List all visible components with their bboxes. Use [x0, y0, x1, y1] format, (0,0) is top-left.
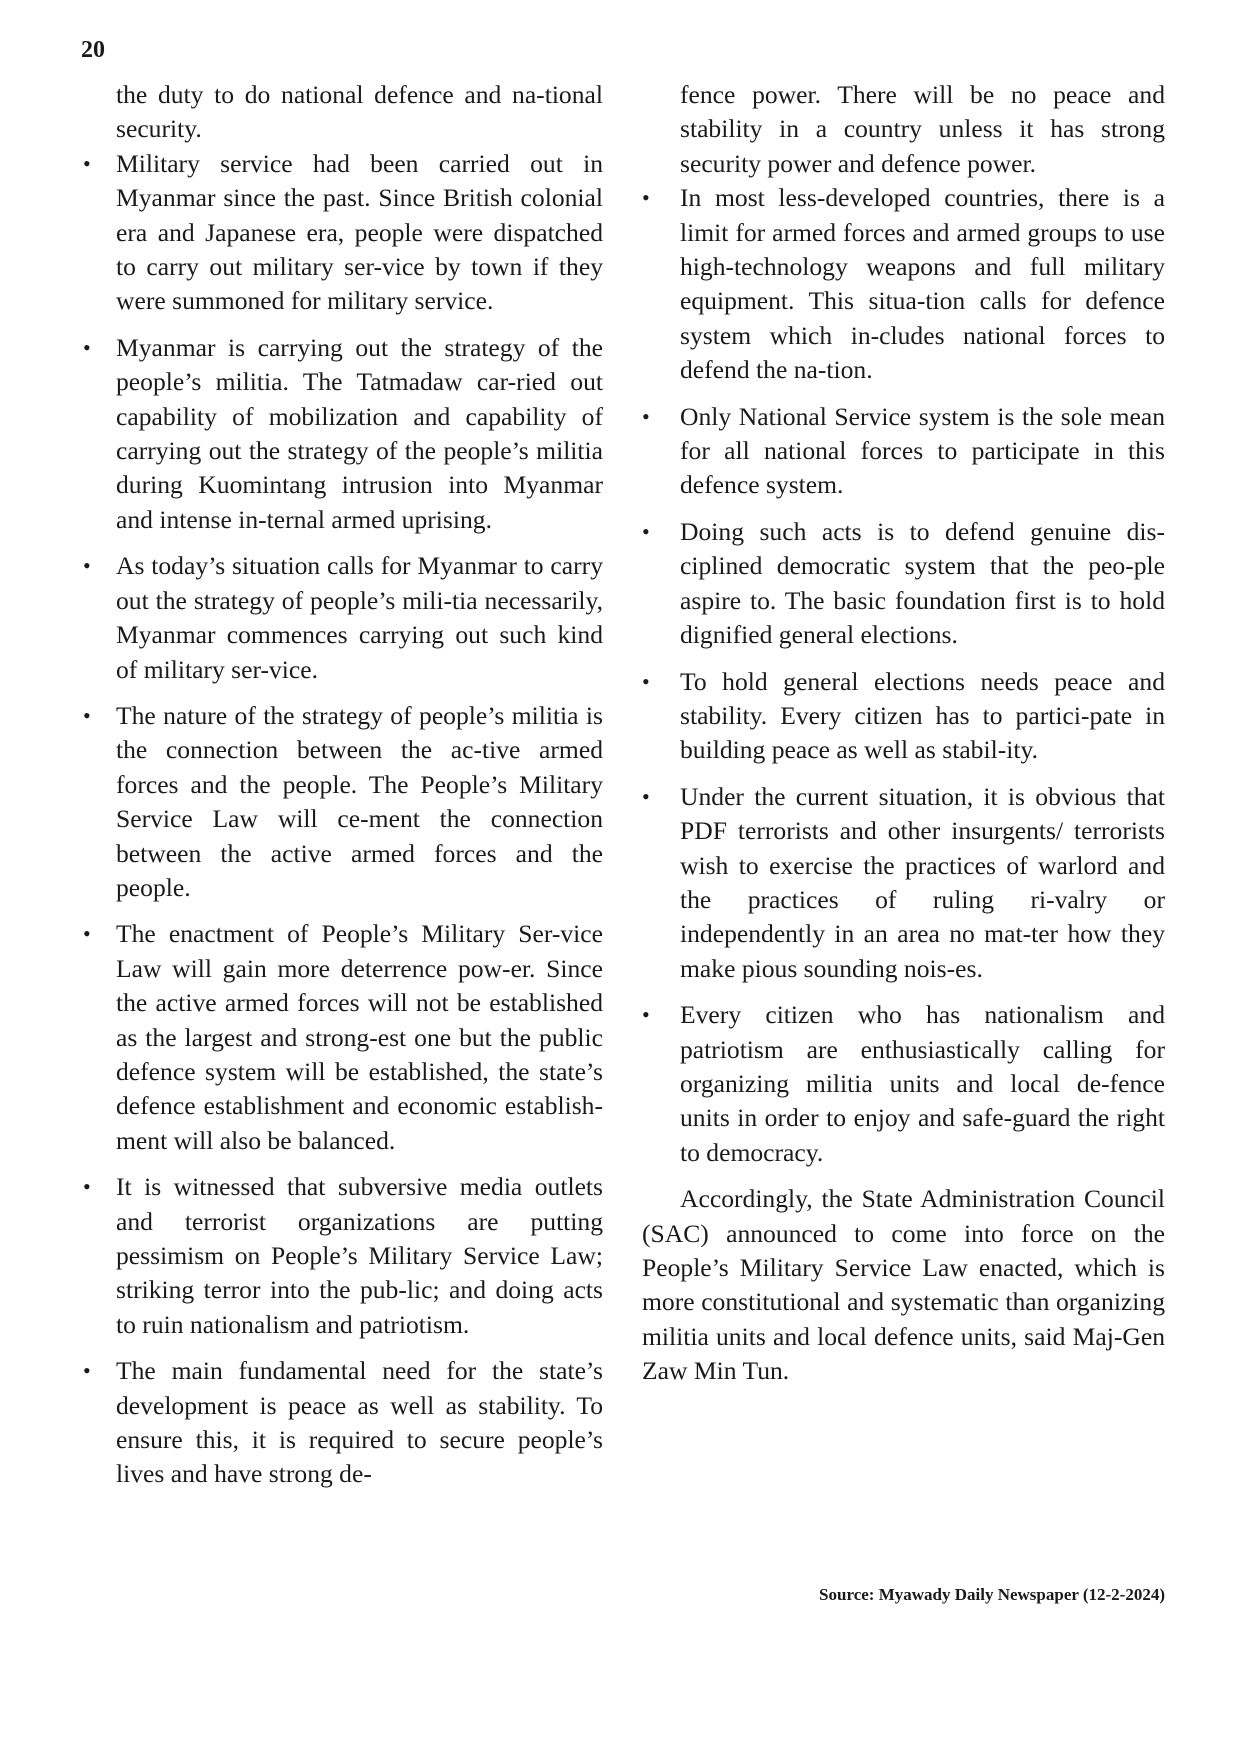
right-continuation-text: fence power. There will be no peace and stability in a country unless it has strong security power and defence power.	[680, 80, 1165, 178]
bullet-icon: •	[83, 334, 91, 360]
list-item-text: Every citizen who has nationalism and patriotism are enthusiastically calling for organizing militia units and local de-fence units in order to enjoy and safe-guard the right to democracy.	[680, 1000, 1165, 1167]
right-bullet-list	[642, 181, 1165, 1170]
left-bullet-list	[83, 147, 603, 1492]
list-item	[83, 331, 603, 537]
list-item	[642, 181, 1165, 387]
list-item	[83, 1170, 603, 1342]
bullet-icon: •	[83, 702, 91, 728]
list-item-text: Only National Service system is the sole mean for all national forces to participate in this defence system.	[680, 401, 1165, 500]
list-item-text: Under the current situation, it is obvious that PDF terrorists and other insurgents/ terrorists wish to exercise the practices of warlord and the practices of ruling ri-valry or independently in an area no mat-ter how they make pious sounding nois-es.	[680, 781, 1165, 983]
bullet-icon: •	[642, 783, 650, 809]
list-item-text: Military service had been carried out in Myanmar since the past. Since British colonial era and Japanese era, people were dispatched to carry out military ser-vice by town if they were summoned for military service.	[116, 148, 603, 316]
list-item-text: Myanmar is carrying out the strategy of the people’s militia. The Tatmadaw car-ried out capability of mobilization and capability of carrying out the strategy of the people’s militia during Kuomintang intrusion into Myanmar and intense in-ternal armed uprising.	[116, 332, 603, 534]
source-citation: Source: Myawady Daily Newspaper (12-2-2024)	[819, 1585, 1165, 1604]
list-item-text: It is witnessed that subversive media outlets and terrorist organizations are putting pessimism on People’s Military Service Law; striking terror into the pub-lic; and doing acts to ruin nationalism and patriotism.	[116, 1172, 603, 1339]
bullet-icon: •	[83, 921, 91, 947]
bullet-icon: •	[83, 553, 91, 579]
bullet-icon: •	[642, 1002, 650, 1028]
list-item-text: The enactment of People’s Military Ser-vice Law will gain more deterrence pow-er. Since the active armed forces will not be established as the largest and strong-est one but the public defence system will be established, the state’s defence establishment and economic establish-ment will also be balanced.	[116, 919, 603, 1155]
list-item	[83, 699, 603, 905]
bullet-icon: •	[83, 150, 91, 176]
list-item-text: The main fundamental need for the state’s development is peace as well as stability. To ensure this, it is required to secure people’s lives and have strong de-	[116, 1356, 603, 1489]
list-item-text: The nature of the strategy of people’s militia is the connection between the ac-tive armed forces and the people. The People’s Military Service Law will ce-ment the connection between the active armed forces and the people.	[116, 700, 603, 902]
list-item	[83, 147, 603, 319]
list-item	[642, 998, 1165, 1170]
closing-paragraph: Accordingly, the State Administration Council (SAC) announced to come into force on the People’s Military Service Law enacted, which is more constitutional and systematic than organizing militia units and local defence units, said Maj-Gen Zaw Min Tun.	[642, 1184, 1165, 1386]
list-item	[83, 1354, 603, 1492]
list-item	[642, 515, 1165, 653]
list-item-text: In most less-developed countries, there is a limit for armed forces and armed groups to use high-technology weapons and full military equipment. This situa-tion calls for defence system which in-cludes national forces to defend the na-tion.	[680, 183, 1165, 385]
bullet-icon: •	[642, 518, 650, 544]
list-item	[83, 917, 603, 1158]
bullet-icon: •	[642, 403, 650, 429]
bullet-icon: •	[83, 1358, 91, 1384]
list-item	[83, 549, 603, 687]
list-item-text: Doing such acts is to defend genuine dis-ciplined democratic system that the peo-ple aspire to. The basic foundation first is to hold dignified general elections.	[680, 516, 1165, 650]
bullet-icon: •	[642, 185, 650, 211]
left-continuation-text: the duty to do national defence and na-tional security.	[116, 80, 603, 144]
list-item	[642, 665, 1165, 768]
page-number: 20	[81, 37, 105, 63]
list-item-text: To hold general elections needs peace and stability. Every citizen has to partici-pate in building peace as well as stabil-ity.	[680, 666, 1165, 765]
list-item	[642, 780, 1165, 986]
right-column	[642, 78, 1165, 1389]
list-item-text: As today’s situation calls for Myanmar to carry out the strategy of people’s mili-tia necessarily, Myanmar commences carrying out such kind of military ser-vice.	[116, 551, 603, 684]
bullet-icon: •	[642, 668, 650, 694]
list-item	[642, 400, 1165, 503]
bullet-icon: •	[83, 1174, 91, 1200]
left-column	[83, 78, 603, 1504]
